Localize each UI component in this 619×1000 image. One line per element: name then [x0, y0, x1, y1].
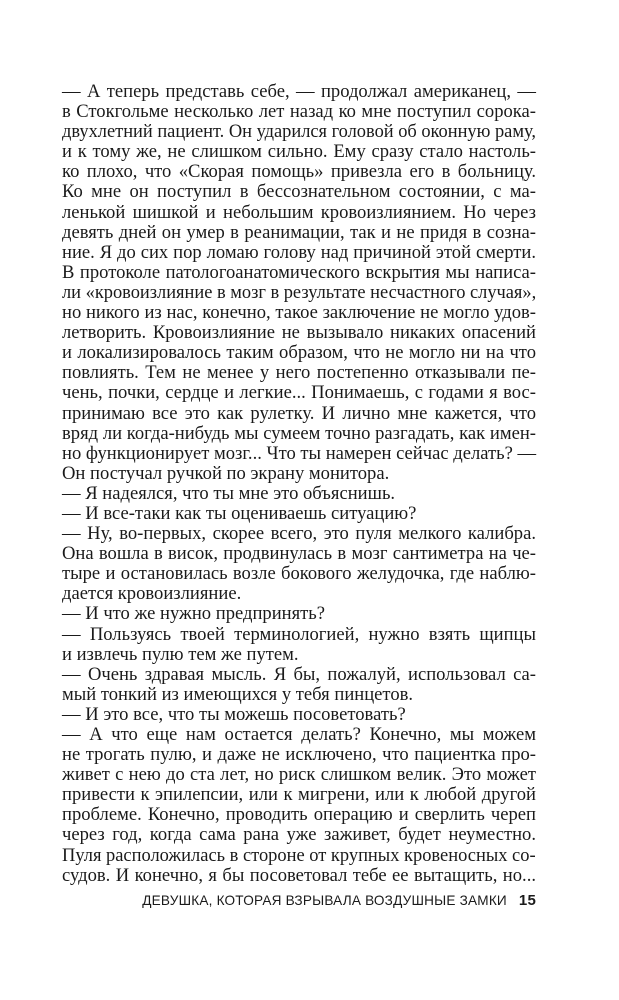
- page-footer: [0, 892, 536, 909]
- text-line: Пуля расположилась в стороне от крупных кровеносных со-: [62, 844, 536, 866]
- text-line: и к тому же, не слишком сильно. Ему сразу стало настоль-: [62, 141, 536, 163]
- text-line: проблеме. Конечно, проводить операцию и сверлить череп: [62, 804, 536, 826]
- text-line: дается кровоизлияние.: [62, 583, 242, 605]
- text-line: — Я надеялся, что ты мне это объяснишь.: [62, 482, 396, 504]
- text-line: в Стокгольме несколько лет назад ко мне поступил сорока-: [62, 101, 536, 123]
- text-line: ли «кровоизлияние в мозг в результате несчастного случая»,: [62, 281, 537, 303]
- text-line: и локализировалось таким образом, что не могло ни на что: [62, 342, 536, 364]
- text-line: Он постучал ручкой по экрану монитора.: [62, 462, 390, 484]
- text-line: — Очень здравая мысль. Я бы, пожалуй, использовал са-: [62, 663, 536, 685]
- text-line: — А теперь представь себе, — продолжал американец, —: [62, 81, 536, 102]
- text-line: тыре и остановилась возле бокового желудочка, где наблю-: [62, 563, 536, 585]
- text-line: — И это все, что ты можешь посоветовать?: [62, 703, 406, 725]
- text-line: вряд ли когда-нибудь мы сумеем точно разгадать, как имен-: [62, 422, 536, 444]
- text-line: — А что еще нам остается делать? Конечно, мы можем: [62, 724, 536, 745]
- text-line: не трогать пулю, и даже не исключено, что пациентка про-: [62, 744, 536, 766]
- text-line: и извлечь пулю тем же путем.: [62, 643, 299, 665]
- text-line: — И что же нужно предпринять?: [62, 603, 326, 625]
- text-line: принимаю все это как рулетку. И лично мне кажется, что: [62, 402, 536, 424]
- text-line: девять дней он умер в реанимации, так и не придя в созна-: [62, 221, 536, 243]
- text-line: привести к эпилепсии, или к мигрени, или к любой другой: [62, 784, 536, 806]
- text-line: ко плохо, что «Скорая помощь» привезла его в больницу.: [62, 161, 536, 183]
- text-line: через год, когда сама рана уже заживет, будет неуместно.: [62, 824, 536, 846]
- text-line: чень, почки, сердце и легкие... Понимаешь, с годами я вос-: [62, 382, 536, 404]
- text-line: Она вошла в висок, продвинулась в мозг сантиметра на че-: [62, 543, 536, 565]
- text-line: судов. И конечно, я бы посоветовал тебе ее вытащить, но...: [62, 864, 536, 886]
- text-line: — И все-таки как ты оцениваешь ситуацию?: [62, 502, 417, 524]
- text-line: живет с нею до ста лет, но риск слишком велик. Это может: [62, 764, 536, 786]
- text-line: — Ну, во-первых, скорее всего, это пуля мелкого калибра.: [62, 523, 536, 545]
- text-line: — Пользуясь твоей терминологией, нужно взять щипцы: [62, 623, 536, 645]
- body-text: [62, 82, 536, 886]
- text-line: ленькой шишкой и небольшим кровоизлиянием. Но через: [62, 201, 536, 223]
- text-line: но никого из нас, конечно, такое заключение не могло удов-: [62, 302, 536, 324]
- text-line: В протоколе патологоанатомического вскрытия мы написа-: [62, 261, 536, 283]
- running-head: ДЕВУШКА, КОТОРАЯ ВЗРЫВАЛА ВОЗДУШНЫЕ ЗАМКИ: [142, 893, 507, 908]
- text-line: мый тонкий из имеющихся у тебя пинцетов.: [62, 683, 414, 705]
- text-line: но функционирует мозг... Что ты намерен сейчас делать? —: [62, 442, 537, 464]
- text-line: повлиять. Тем не менее у него постепенно отказывали пе-: [62, 362, 536, 384]
- page-number: 15: [518, 892, 536, 909]
- text-line: летворить. Кровоизлияние не вызывало никаких опасений: [62, 322, 536, 344]
- text-line: двухлетний пациент. Он ударился головой об оконную раму,: [62, 121, 536, 143]
- text-line: ние. Я до сих пор ломаю голову над причиной этой смерти.: [62, 241, 536, 263]
- text-line: Ко мне он поступил в бессознательном состоянии, с ма-: [62, 181, 536, 203]
